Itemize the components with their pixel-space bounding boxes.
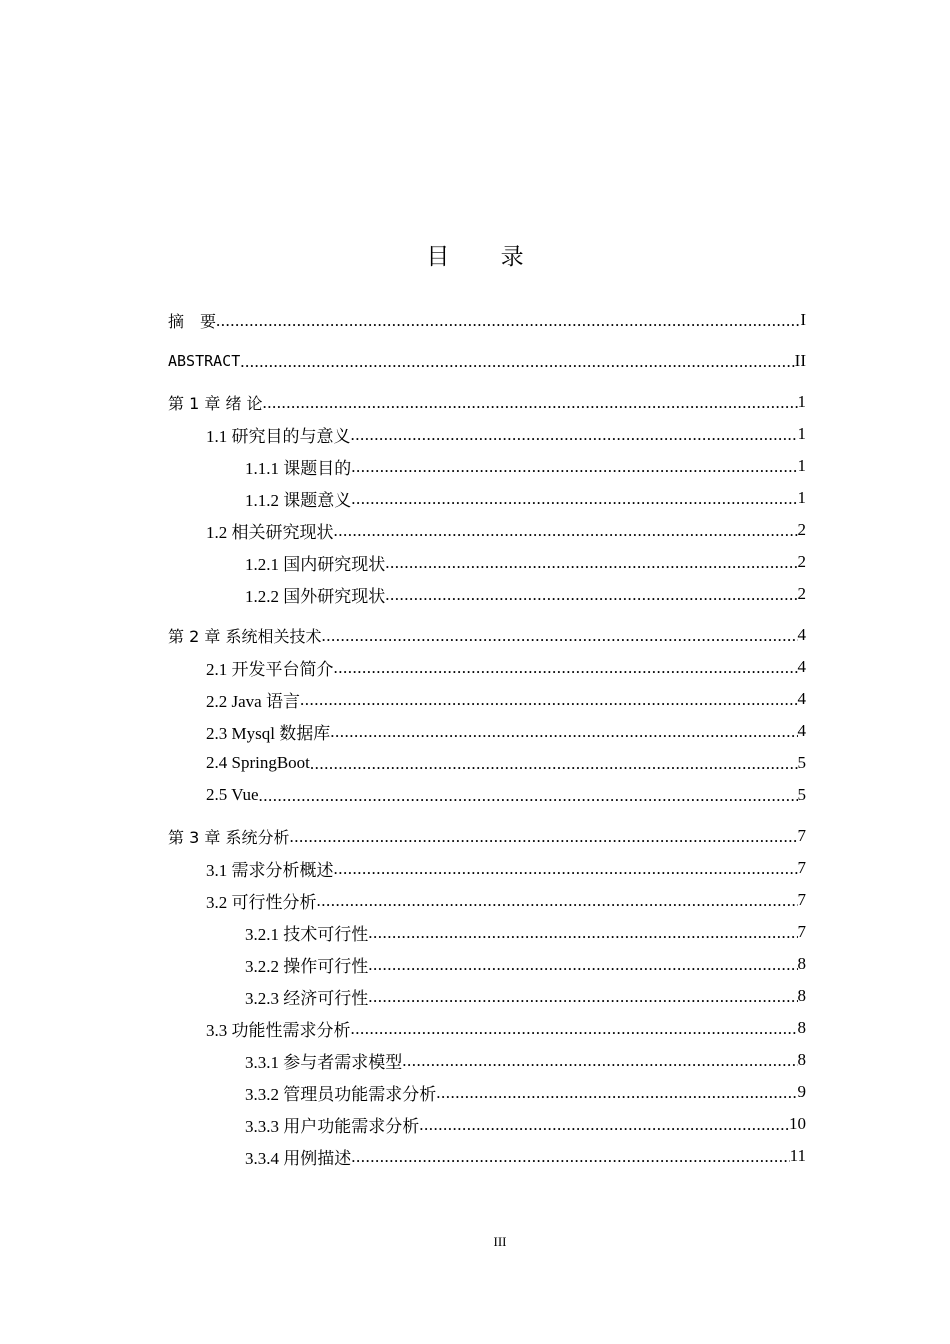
- toc-entry-label: 1.1.1 课题目的: [245, 458, 352, 478]
- toc-entry-page: 4: [797, 657, 806, 676]
- toc-entry-label: 第 2 章 系统相关技术: [168, 626, 322, 646]
- toc-entry-label: 3.2.2 操作可行性: [245, 956, 369, 976]
- toc-entry-page: 4: [797, 721, 806, 740]
- dot-leader: [300, 690, 798, 710]
- dot-leader: [368, 955, 797, 975]
- toc-entry-page: 8: [797, 1018, 806, 1037]
- dot-leader: [216, 311, 800, 331]
- toc-entry-page: 2: [797, 584, 806, 603]
- dot-leader: [321, 626, 797, 646]
- toc-entry-page: 11: [789, 1146, 806, 1165]
- toc-entry-page: 1: [797, 456, 806, 475]
- toc-entry-label: 3.1 需求分析概述: [206, 860, 334, 880]
- toc-entry[interactable]: [168, 747, 806, 779]
- dot-leader: [385, 585, 797, 605]
- toc-entry-label: 3.2 可行性分析: [206, 892, 317, 912]
- toc-entry[interactable]: [168, 980, 806, 1012]
- toc-entry-label: 3.2.3 经济可行性: [245, 988, 369, 1008]
- dot-leader: [334, 658, 798, 678]
- toc-entry-page: 5: [797, 785, 806, 804]
- toc-entry-label: 2.2 Java 语言: [206, 691, 300, 711]
- toc-entry-label: 2.3 Mysql 数据库: [206, 723, 331, 743]
- dot-leader: [330, 722, 797, 742]
- toc-entry-page: 8: [797, 1050, 806, 1069]
- toc-entry[interactable]: [168, 884, 806, 916]
- toc-entry[interactable]: [168, 482, 806, 514]
- toc-entry-label: ABSTRACT: [168, 352, 241, 370]
- toc-entry[interactable]: [168, 418, 806, 450]
- toc-entry[interactable]: [168, 715, 806, 747]
- toc-entry[interactable]: [168, 304, 806, 336]
- toc-entry[interactable]: [168, 1044, 806, 1076]
- toc-entry[interactable]: [168, 683, 806, 715]
- dot-leader: [351, 1019, 798, 1039]
- toc-entry-label: 2.1 开发平台简介: [206, 659, 334, 679]
- toc-entry[interactable]: [168, 514, 806, 546]
- dot-leader: [334, 521, 798, 541]
- toc-entry[interactable]: [168, 1108, 806, 1140]
- toc-entry-label: 1.2.2 国外研究现状: [245, 586, 386, 606]
- toc-entry[interactable]: [168, 345, 806, 377]
- page-number: III: [493, 1234, 507, 1249]
- dot-leader: [289, 827, 797, 847]
- toc-entry[interactable]: [168, 1076, 806, 1108]
- dot-leader: [368, 923, 797, 943]
- dot-leader: [436, 1083, 797, 1103]
- dot-leader: [317, 891, 798, 911]
- toc-entry-label: 1.2 相关研究现状: [206, 522, 334, 542]
- dot-leader: [310, 754, 798, 774]
- toc-entry-label: 3.3 功能性需求分析: [206, 1020, 351, 1040]
- dot-leader: [263, 393, 798, 413]
- toc-entry-label: 1.1 研究目的与意义: [206, 426, 351, 446]
- toc-entry-page: II: [794, 351, 806, 370]
- toc-entry[interactable]: [168, 619, 806, 651]
- toc-entry[interactable]: [168, 1012, 806, 1044]
- dot-leader: [351, 489, 797, 509]
- toc-entry[interactable]: [168, 651, 806, 683]
- toc-entry-page: 1: [797, 392, 806, 411]
- dot-leader: [351, 1147, 789, 1167]
- toc-entry[interactable]: [168, 386, 806, 418]
- toc-entry[interactable]: [168, 450, 806, 482]
- toc-entry-page: I: [800, 310, 806, 329]
- toc-entry-page: 2: [797, 552, 806, 571]
- toc-entry[interactable]: [168, 948, 806, 980]
- toc-entry-label: 2.5 Vue: [206, 785, 259, 804]
- toc-entry-page: 2: [797, 520, 806, 539]
- toc-title: 目 录: [426, 244, 546, 270]
- toc-entry-page: 7: [797, 826, 806, 845]
- toc-entry-label: 摘 要: [168, 311, 217, 331]
- toc-entry[interactable]: [168, 1140, 806, 1172]
- toc-entry-label: 1.2.1 国内研究现状: [245, 554, 386, 574]
- dot-leader: [240, 352, 794, 372]
- toc-entry-page: 10: [789, 1114, 806, 1133]
- toc-entry-label: 3.3.1 参与者需求模型: [245, 1052, 403, 1072]
- toc-entry-page: 5: [797, 753, 806, 772]
- toc-entry-page: 1: [797, 424, 806, 443]
- toc-entry-label: 第 3 章 系统分析: [168, 827, 290, 847]
- dot-leader: [385, 553, 797, 573]
- toc-entry[interactable]: [168, 852, 806, 884]
- toc-entry-page: 7: [797, 890, 806, 909]
- toc-entry-label: 3.2.1 技术可行性: [245, 924, 369, 944]
- dot-leader: [368, 987, 797, 1007]
- toc-entry-page: 8: [797, 954, 806, 973]
- toc-entry[interactable]: [168, 546, 806, 578]
- toc-entry[interactable]: [168, 578, 806, 610]
- toc-entry-page: 4: [797, 689, 806, 708]
- toc-entry[interactable]: [168, 820, 806, 852]
- toc-entry-label: 1.1.2 课题意义: [245, 490, 352, 510]
- toc-entry-page: 4: [797, 625, 806, 644]
- dot-leader: [259, 786, 798, 806]
- toc-entry-label: 2.4 SpringBoot: [206, 753, 310, 772]
- dot-leader: [419, 1115, 789, 1135]
- toc-entry-page: 8: [797, 986, 806, 1005]
- toc-entry-page: 7: [797, 922, 806, 941]
- dot-leader: [351, 425, 798, 445]
- dot-leader: [402, 1051, 797, 1071]
- table-of-contents: [168, 304, 806, 1172]
- toc-entry-page: 9: [797, 1082, 806, 1101]
- toc-entry-label: 3.3.3 用户功能需求分析: [245, 1116, 420, 1136]
- toc-entry-label: 3.3.2 管理员功能需求分析: [245, 1084, 437, 1104]
- toc-entry-page: 7: [797, 858, 806, 877]
- dot-leader: [334, 859, 798, 879]
- toc-entry[interactable]: [168, 916, 806, 948]
- dot-leader: [351, 457, 797, 477]
- toc-entry-page: 1: [797, 488, 806, 507]
- toc-entry-label: 3.3.4 用例描述: [245, 1148, 352, 1168]
- toc-entry-label: 第 1 章 绪 论: [168, 393, 263, 413]
- toc-entry[interactable]: [168, 779, 806, 811]
